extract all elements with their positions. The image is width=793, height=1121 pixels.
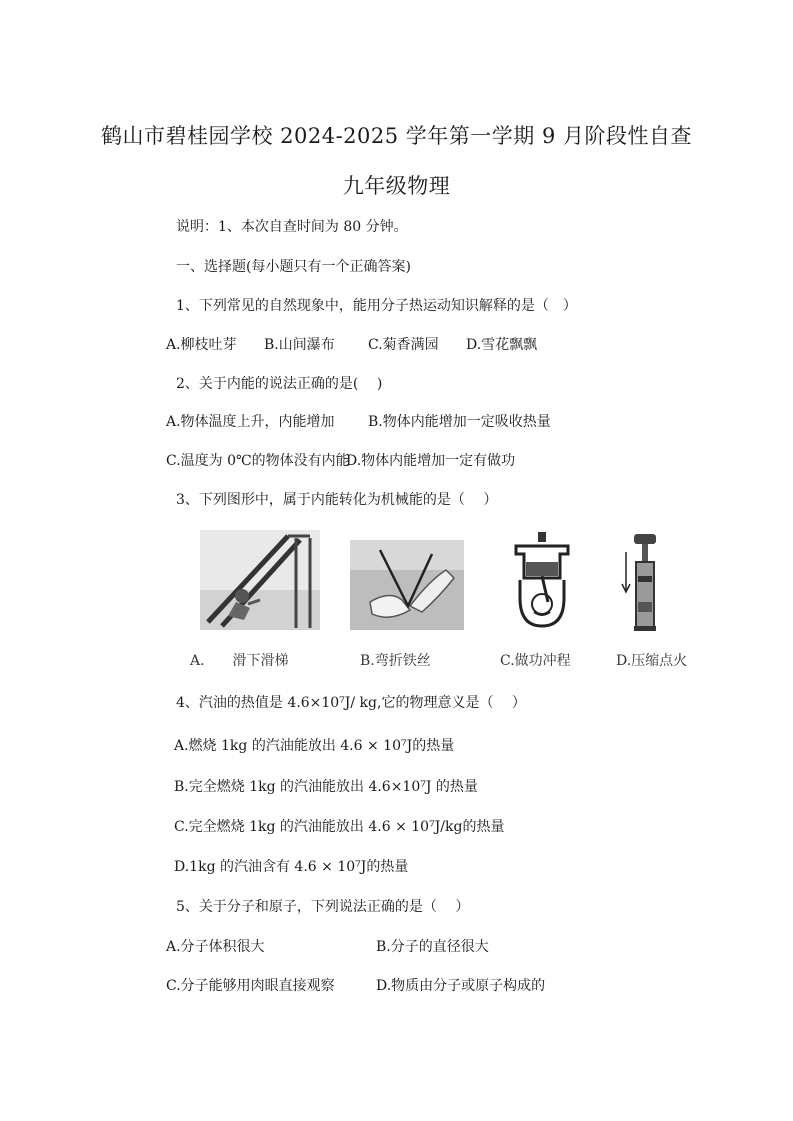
exam-note: 说明：1、本次自查时间为 80 分钟。 [176, 219, 408, 235]
exam-title: 鹤山市碧桂园学校 2024-2025 学年第一学期 9 月阶段性自查 [100, 124, 693, 148]
q3-caption-b: B.弯折铁丝 [360, 653, 431, 669]
question-4-stem: 4、汽油的热值是 4.6×10⁷J/ kg,它的物理意义是（ ） [176, 695, 526, 711]
slide-image [200, 530, 320, 630]
q1-option-d: D.雪花飘飘 [466, 337, 538, 353]
q2-option-d: D.物体内能增加一定有做功 [346, 453, 516, 469]
question-3-stem: 3、下列图形中，属于内能转化为机械能的是（ ） [176, 492, 498, 508]
bending-wire-image [350, 540, 464, 630]
question-1-stem: 1、下列常见的自然现象中，能用分子热运动知识解释的是（ ） [176, 298, 577, 314]
q3-caption-d: D.压缩点火 [616, 653, 688, 669]
q5-option-d: D.物质由分子或原子构成的 [376, 978, 546, 994]
q2-option-b: B.物体内能增加一定吸收热量 [368, 414, 551, 430]
q3-caption-c: C.做功冲程 [500, 653, 571, 669]
q3-caption-a: A. 滑下滑梯 [190, 653, 289, 669]
q2-option-a: A.物体温度上升，内能增加 [166, 414, 335, 430]
q5-option-a: A.分子体积很大 [166, 939, 265, 955]
section-heading: 一、选择题(每小题只有一个正确答案) [176, 259, 411, 275]
q4-option-d: D.1kg 的汽油含有 4.6 × 10⁷J的热量 [174, 859, 409, 875]
q1-option-b: B.山间瀑布 [264, 337, 335, 353]
q5-option-b: B.分子的直径很大 [376, 939, 489, 955]
q1-option-a: A.柳枝吐芽 [166, 337, 237, 353]
compression-ignition-image [620, 532, 670, 632]
q4-option-a: A.燃烧 1kg 的汽油能放出 4.6 × 10⁷J的热量 [174, 738, 455, 754]
q2-option-c: C.温度为 0℃的物体没有内能 [166, 453, 350, 469]
exam-subtitle: 九年级物理 [342, 174, 451, 198]
question-5-stem: 5、关于分子和原子，下列说法正确的是（ ） [176, 899, 470, 915]
q4-option-b: B.完全燃烧 1kg 的汽油能放出 4.6×10⁷J 的热量 [174, 779, 478, 795]
q5-option-c: C.分子能够用肉眼直接观察 [166, 978, 335, 994]
q1-option-c: C.菊香满园 [368, 337, 439, 353]
question-2-stem: 2、关于内能的说法正确的是( ) [176, 376, 383, 392]
engine-cylinder-image [510, 532, 574, 632]
q4-option-c: C.完全燃烧 1kg 的汽油能放出 4.6 × 10⁷J/kg的热量 [174, 819, 505, 835]
